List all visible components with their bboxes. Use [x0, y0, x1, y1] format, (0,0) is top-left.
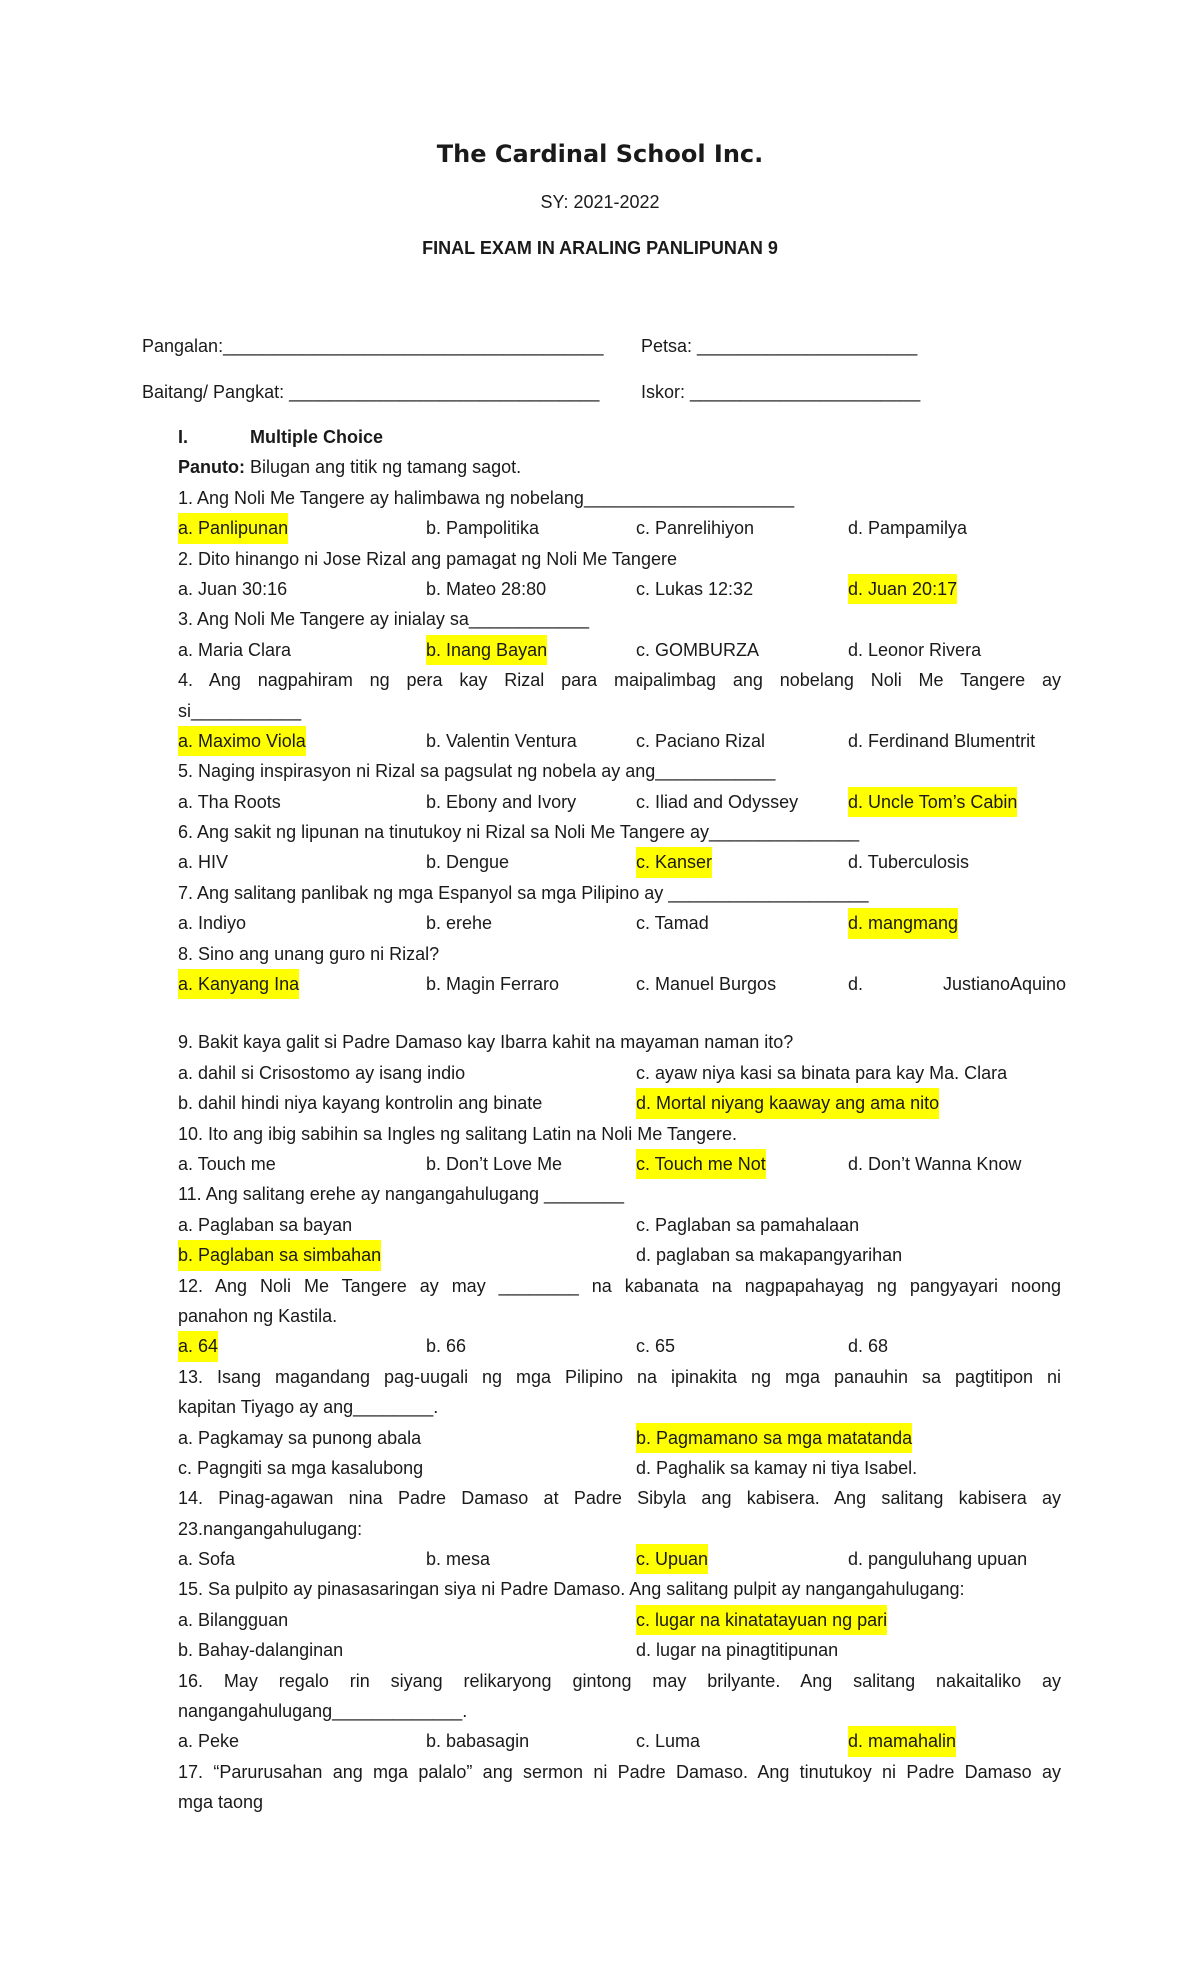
choice-16a: a. Peke	[178, 1731, 240, 1752]
choice-11d: d. paglaban sa makapangyarihan	[636, 1245, 903, 1266]
directions-label: Panuto:	[178, 457, 245, 478]
question-12: 12. Ang Noli Me Tangere ay may ________ na kabanata na nagpapahayag ng pangyayari noong	[178, 1275, 1061, 1296]
question-2: 2. Dito hinango ni Jose Rizal ang pamagat ng Noli Me Tangere	[178, 548, 677, 569]
section-heading	[178, 422, 1061, 452]
choice-11b: b. Paglaban sa simbahan	[178, 1240, 381, 1270]
choice-12b: b. 66	[426, 1336, 467, 1357]
choice-1a: a. Panlipunan	[178, 513, 288, 543]
question-list	[178, 422, 1067, 1818]
choice-10d: d. Don’t Wanna Know	[848, 1153, 1022, 1174]
choices-15-row2	[178, 1635, 1061, 1665]
choice-10a: a. Touch me	[178, 1153, 276, 1174]
choices-4	[178, 726, 1061, 756]
choice-11c: c. Paglaban sa pamahalaan	[636, 1214, 860, 1235]
choice-13b: b. Pagmamano sa mga matatanda	[636, 1423, 912, 1453]
school-name: The Cardinal School Inc.	[436, 140, 764, 168]
grade-section-field: Baitang/ Pangkat: _______________________________	[142, 382, 600, 402]
choice-8b: b. Magin Ferraro	[426, 974, 560, 995]
choice-12a: a. 64	[178, 1331, 218, 1361]
choice-10c: c. Touch me Not	[636, 1149, 766, 1179]
choice-6a: a. HIV	[178, 852, 229, 873]
question-7: 7. Ang salitang panlibak ng mga Espanyol sa mga Pilipino ay ____________________	[178, 882, 869, 903]
choice-2b: b. Mateo 28:80	[426, 578, 547, 599]
question-16-cont: nangangahulugang_____________.	[178, 1701, 468, 1722]
choice-9b: b. dahil hindi niya kayang kontrolin ang binate	[178, 1093, 543, 1114]
choice-4a: a. Maximo Viola	[178, 726, 306, 756]
choices-14	[178, 1544, 1061, 1574]
choice-5a: a. Tha Roots	[178, 791, 281, 812]
question-4-cont: si___________	[178, 700, 302, 721]
choice-16d: d. mamahalin	[848, 1726, 956, 1756]
date-field: Petsa: ______________________	[641, 336, 918, 356]
choices-11-row1	[178, 1210, 1061, 1240]
choice-8d-word1: Justiano	[943, 974, 1011, 995]
question-17: 17. “Parurusahan ang mga palalo” ang sermon ni Padre Damaso. Ang tinutukoy ni Padre Damaso ay	[178, 1761, 1061, 1782]
choice-9a: a. dahil si Crisostomo ay isang indio	[178, 1062, 466, 1083]
choice-5d: d. Uncle Tom’s Cabin	[848, 787, 1017, 817]
choice-12d: d. 68	[848, 1336, 889, 1357]
choices-13-row1	[178, 1423, 1061, 1453]
question-6: 6. Ang sakit ng lipunan na tinutukoy ni Rizal sa Noli Me Tangere ay_______________	[178, 822, 860, 843]
choice-8a: a. Kanyang Ina	[178, 969, 299, 999]
choice-1d: d. Pampamilya	[848, 518, 968, 539]
choices-8	[178, 969, 1067, 999]
directions	[178, 452, 1061, 482]
question-11: 11. Ang salitang erehe ay nangangahulugang ________	[178, 1184, 625, 1205]
choice-3d: d. Leonor Rivera	[848, 639, 982, 660]
choice-8d-word2: Aquino	[1010, 974, 1067, 995]
question-13-cont: kapitan Tiyago ay ang________.	[178, 1397, 439, 1418]
choice-13c: c. Pagngiti sa mga kasalubong	[178, 1457, 424, 1478]
choices-5	[178, 787, 1061, 817]
choice-4c: c. Paciano Rizal	[636, 730, 766, 751]
choice-6c: c. Kanser	[636, 847, 712, 877]
exam-title: FINAL EXAM IN ARALING PANLIPUNAN 9	[422, 238, 778, 258]
choice-12c: c. 65	[636, 1336, 676, 1357]
question-10: 10. Ito ang ibig sabihin sa Ingles ng salitang Latin na Noli Me Tangere.	[178, 1123, 738, 1144]
choice-9d: d. Mortal niyang kaaway ang ama nito	[636, 1088, 939, 1118]
choice-13d: d. Paghalik sa kamay ni tiya Isabel.	[636, 1457, 918, 1478]
question-4: 4. Ang nagpahiram ng pera kay Rizal para maipalimbag ang nobelang Noli Me Tangere ay	[178, 670, 1061, 691]
choice-2a: a. Juan 30:16	[178, 578, 288, 599]
question-9: 9. Bakit kaya galit si Padre Damaso kay Ibarra kahit na mayaman naman ito?	[178, 1032, 794, 1053]
choice-4d: d. Ferdinand Blumentrit	[848, 730, 1036, 751]
choice-5c: c. Iliad and Odyssey	[636, 791, 799, 812]
choice-13a: a. Pagkamay sa punong abala	[178, 1427, 422, 1448]
question-17-cont: mga taong	[178, 1792, 264, 1813]
choice-15b: b. Bahay-dalanginan	[178, 1640, 344, 1661]
choice-6b: b. Dengue	[426, 852, 510, 873]
choice-7d: d. mangmang	[848, 908, 958, 938]
question-12-cont: panahon ng Kastila.	[178, 1305, 338, 1326]
choice-3c: c. GOMBURZA	[636, 639, 760, 660]
section-title: Multiple Choice	[250, 427, 384, 447]
choice-1b: b. Pampolitika	[426, 518, 540, 539]
choice-15d: d. lugar na pinagtitipunan	[636, 1640, 839, 1661]
choices-3	[178, 635, 1061, 665]
section-number: I.	[178, 427, 189, 447]
choice-7a: a. Indiyo	[178, 913, 247, 934]
question-5: 5. Naging inspirasyon ni Rizal sa pagsulat ng nobela ay ang____________	[178, 761, 776, 782]
choice-14c: c. Upuan	[636, 1544, 708, 1574]
choices-9-row2	[178, 1088, 1061, 1118]
name-field: Pangalan:______________________________________	[142, 336, 604, 356]
choice-7b: b. erehe	[426, 913, 493, 934]
choice-16b: b. babasagin	[426, 1731, 530, 1752]
choices-12	[178, 1331, 1061, 1361]
choices-11-row2	[178, 1240, 1061, 1270]
choice-16c: c. Luma	[636, 1731, 701, 1752]
choice-14d: d. panguluhang upuan	[848, 1549, 1028, 1570]
choice-14a: a. Sofa	[178, 1549, 236, 1570]
choice-15a: a. Bilangguan	[178, 1609, 289, 1630]
choices-6	[178, 847, 1061, 877]
choices-13-row2	[178, 1453, 1061, 1483]
choice-9c: c. ayaw niya kasi sa binata para kay Ma. Clara	[636, 1062, 1008, 1083]
question-14-cont: 23.nangangahulugang:	[178, 1518, 363, 1539]
question-16: 16. May regalo rin siyang relikaryong gintong may brilyante. Ang salitang nakaitaliko ay	[178, 1670, 1061, 1691]
question-14: 14. Pinag-agawan nina Padre Damaso at Padre Sibyla ang kabisera. Ang salitang kabisera ay	[178, 1488, 1061, 1509]
choices-2	[178, 574, 1061, 604]
choice-10b: b. Don’t Love Me	[426, 1153, 563, 1174]
choices-15-row1	[178, 1605, 1061, 1635]
choice-11a: a. Paglaban sa bayan	[178, 1214, 353, 1235]
directions-text: Bilugan ang titik ng tamang sagot.	[245, 457, 522, 478]
question-3: 3. Ang Noli Me Tangere ay inialay sa____________	[178, 609, 589, 630]
choice-4b: b. Valentin Ventura	[426, 730, 577, 751]
choice-6d: d. Tuberculosis	[848, 852, 970, 873]
blank-line	[178, 999, 1061, 1027]
question-1: 1. Ang Noli Me Tangere ay halimbawa ng nobelang_____________________	[178, 487, 795, 508]
choice-3b: b. Inang Bayan	[426, 635, 547, 665]
choice-15c: c. lugar na kinatatayuan ng pari	[636, 1605, 887, 1635]
choices-9-row1	[178, 1058, 1061, 1088]
choice-5b: b. Ebony and Ivory	[426, 791, 577, 812]
choice-14b: b. mesa	[426, 1549, 491, 1570]
choice-2c: c. Lukas 12:32	[636, 578, 754, 599]
choice-8d-letter: d.	[848, 974, 864, 995]
question-13: 13. Isang magandang pag-uugali ng mga Pilipino na ipinakita ng mga panauhin sa pagtitipon ni	[178, 1366, 1061, 1387]
score-field: Iskor: _______________________	[641, 382, 921, 402]
choice-8c: c. Manuel Burgos	[636, 974, 777, 995]
choices-10	[178, 1149, 1061, 1179]
school-year: SY: 2021-2022	[540, 192, 660, 212]
question-8: 8. Sino ang unang guro ni Rizal?	[178, 943, 440, 964]
choice-2d: d. Juan 20:17	[848, 574, 957, 604]
question-15: 15. Sa pulpito ay pinasasaringan siya ni Padre Damaso. Ang salitang pulpit ay nangangahulugang:	[178, 1579, 965, 1600]
choice-3a: a. Maria Clara	[178, 639, 292, 660]
choices-16	[178, 1726, 1061, 1756]
choices-1	[178, 513, 1061, 543]
choice-1c: c. Panrelihiyon	[636, 518, 755, 539]
choices-7	[178, 908, 1061, 938]
choice-7c: c. Tamad	[636, 913, 709, 934]
